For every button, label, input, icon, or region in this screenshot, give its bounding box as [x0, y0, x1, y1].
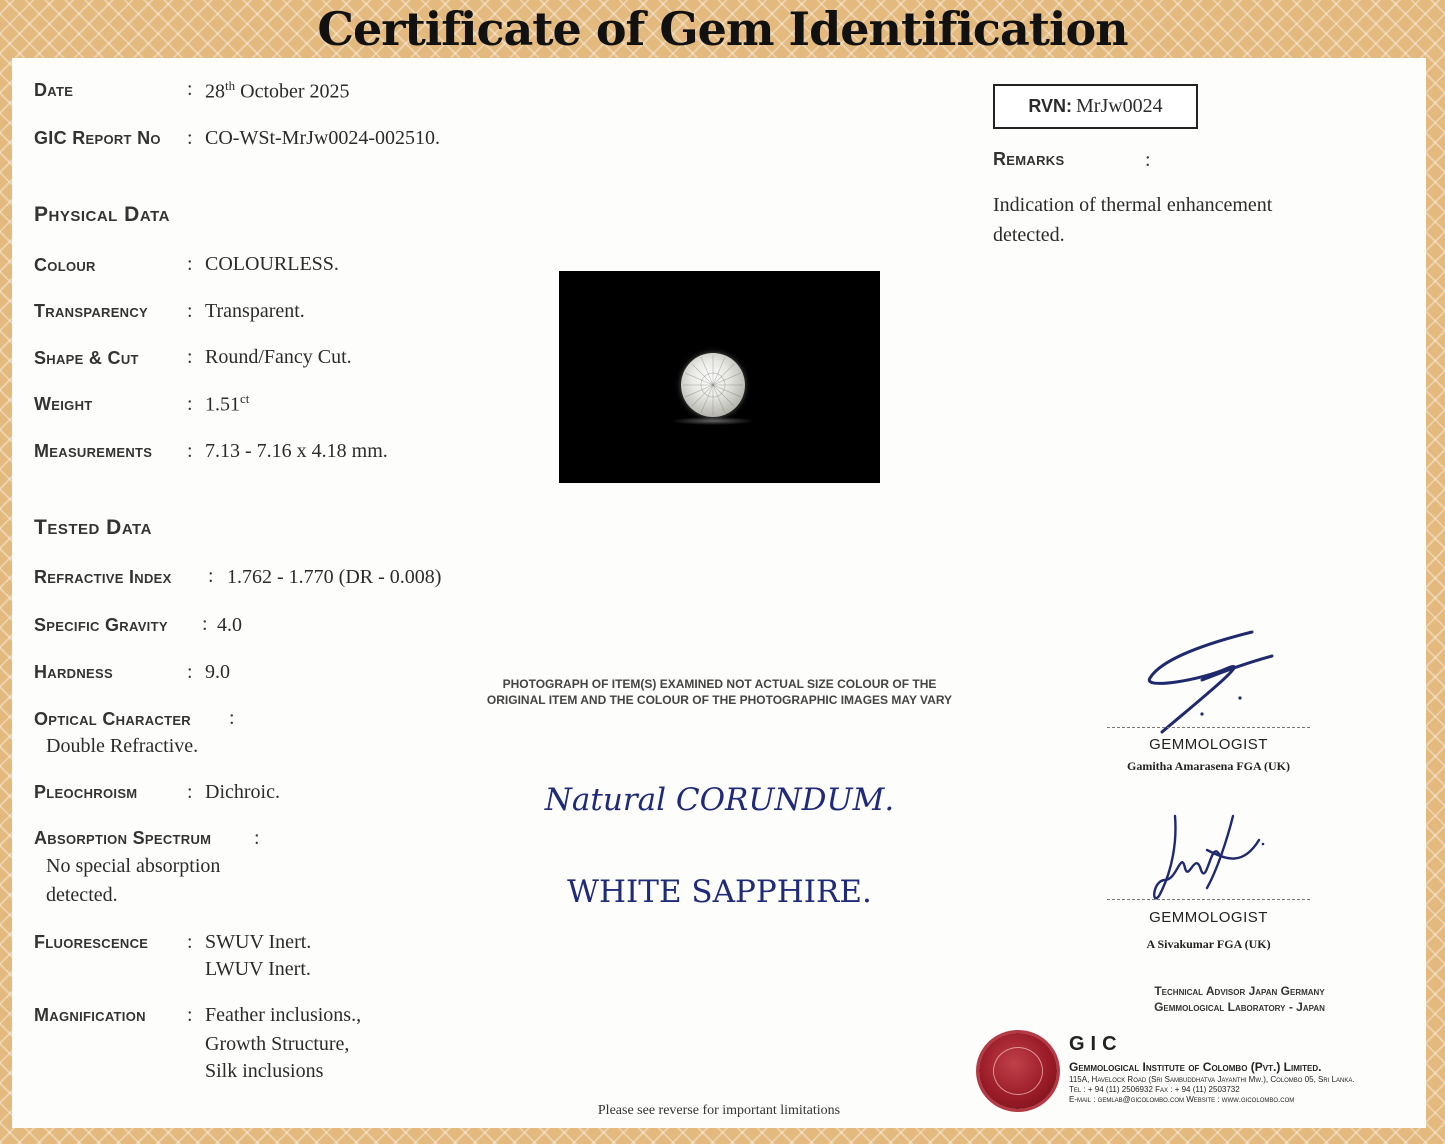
- magnification-value-line2: Growth Structure,: [205, 1033, 350, 1055]
- measurements-label: Measurements: [34, 441, 153, 461]
- advisor-line-2: Gemmological Laboratory - Japan: [1154, 1000, 1325, 1014]
- gem-facets-icon: [681, 353, 745, 417]
- hardness-value: 9.0: [205, 661, 230, 683]
- institute-address: 115A, Havelock Road (Sri Sambuddhatva Jayanthi Mw.), Colombo 05, Sri Lanka.: [1069, 1075, 1355, 1084]
- weight-label: Weight: [34, 394, 93, 414]
- signature-line-1: [1107, 727, 1310, 728]
- magnification-label: Magnification: [34, 1005, 146, 1025]
- refractive-index-value: 1.762 - 1.770 (DR - 0.008): [227, 566, 442, 588]
- colon: :: [208, 565, 214, 587]
- gem-reflection: [671, 417, 755, 425]
- rvn-value: MrJw0024: [1076, 95, 1163, 117]
- specific-gravity-value: 4.0: [217, 614, 242, 636]
- weight-value: $1.51^{ct}$: [205, 391, 250, 416]
- magnification-value-line3: Silk inclusions: [205, 1060, 324, 1082]
- shape-cut-label: Shape & Cut: [34, 348, 139, 368]
- physical-data-heading: Physical Data: [34, 203, 170, 226]
- institute-acronym: GIC: [1069, 1033, 1123, 1055]
- colour-value: COLOURLESS.: [205, 253, 339, 275]
- variety-result: WHITE SAPPHIRE.: [567, 874, 872, 910]
- colon: :: [187, 300, 193, 322]
- measurements-value: 7.13 - 7.16 x 4.18 mm.: [205, 440, 388, 462]
- colon: :: [187, 393, 193, 415]
- remarks-label: Remarks: [993, 149, 1065, 169]
- gem-photograph: [559, 271, 880, 483]
- absorption-spectrum-value-line2: detected.: [46, 884, 118, 906]
- rvn-box: [993, 84, 1198, 129]
- signature-line-2: [1107, 899, 1310, 900]
- footer-limitations: Please see reverse for important limitations: [597, 1103, 841, 1118]
- signature-2: [1147, 810, 1267, 910]
- institute-phone: Tel : + 94 (11) 2506932 Fax : + 94 (11) 2503732: [1069, 1085, 1240, 1094]
- tested-data-heading: Tested Data: [34, 516, 152, 539]
- signatory-1-name: Gamitha Amarasena FGA (UK): [1127, 759, 1290, 773]
- colon: :: [187, 1004, 193, 1026]
- transparency-value: Transparent.: [205, 300, 305, 322]
- remarks-value-line2: detected.: [993, 224, 1065, 246]
- fluorescence-label: Fluorescence: [34, 932, 149, 952]
- fluorescence-value-swuv: SWUV Inert.: [205, 931, 312, 953]
- species-result: Natural CORUNDUM.: [544, 782, 895, 818]
- colon: :: [187, 661, 193, 683]
- wax-seal-icon: [979, 1033, 1057, 1109]
- certificate-title: Certificate of Gem Identification: [317, 2, 1128, 56]
- colon: :: [187, 440, 193, 462]
- date-label: Date: [34, 80, 74, 100]
- seal-inner-ring: [993, 1047, 1043, 1095]
- colon: :: [254, 827, 260, 849]
- colon: :: [187, 781, 193, 803]
- colon: :: [229, 707, 235, 729]
- colon: :: [187, 78, 193, 100]
- magnification-value-line1: Feather inclusions.,: [205, 1004, 362, 1026]
- date-value: 28th October 2025: [205, 78, 350, 103]
- technical-advisor: [1082, 983, 1397, 1015]
- pleochroism-label: Pleochroism: [34, 782, 138, 802]
- transparency-label: Transparency: [34, 301, 149, 321]
- remarks-value-line1: Indication of thermal enhancement: [993, 194, 1273, 216]
- colon: :: [1145, 149, 1151, 171]
- hardness-label: Hardness: [34, 662, 113, 682]
- signatory-1-title: GEMMOLOGIST: [1149, 736, 1268, 753]
- colon: :: [187, 127, 193, 149]
- rvn-label: RVN:: [1028, 96, 1072, 116]
- colon: :: [187, 346, 193, 368]
- colour-label: Colour: [34, 255, 96, 275]
- advisor-line-1: Technical Advisor Japan Germany: [1154, 984, 1325, 998]
- signatory-2-title: GEMMOLOGIST: [1149, 909, 1268, 926]
- optical-character-label: Optical Character: [34, 709, 191, 729]
- absorption-spectrum-value-line1: No special absorption: [46, 855, 221, 877]
- report-no-value: CO-WSt-MrJw0024-002510.: [205, 127, 440, 149]
- shape-cut-value: Round/Fancy Cut.: [205, 346, 352, 368]
- colon: :: [187, 253, 193, 275]
- photograph-disclaimer: PHOTOGRAPH OF ITEM(S) EXAMINED NOT ACTUAL SIZE COLOUR OF THE ORIGINAL ITEM AND THE COLOUR OF THE PHOTOGRAPHIC IMAGES MAY VARY: [486, 677, 953, 707]
- pleochroism-value: Dichroic.: [205, 781, 280, 803]
- absorption-spectrum-label: Absorption Spectrum: [34, 828, 212, 848]
- signature-1: [1142, 628, 1282, 738]
- colon: :: [202, 613, 208, 635]
- signatory-2-name: A Sivakumar FGA (UK): [1146, 937, 1271, 951]
- fluorescence-value-lwuv: LWUV Inert.: [205, 958, 311, 980]
- report-no-label: GIC Report No: [34, 128, 161, 148]
- institute-contact: E-mail : gemlab@gicolombo.com Website : www.gicolombo.com: [1069, 1095, 1295, 1104]
- refractive-index-label: Refractive Index: [34, 567, 172, 587]
- gem-image: [681, 353, 745, 417]
- colon: :: [187, 931, 193, 953]
- institute-name: Gemmological Institute of Colombo (Pvt.) Limited.: [1069, 1060, 1322, 1074]
- optical-character-value: Double Refractive.: [46, 735, 199, 757]
- certificate-paper: [12, 58, 1426, 1128]
- specific-gravity-label: Specific Gravity: [34, 615, 168, 635]
